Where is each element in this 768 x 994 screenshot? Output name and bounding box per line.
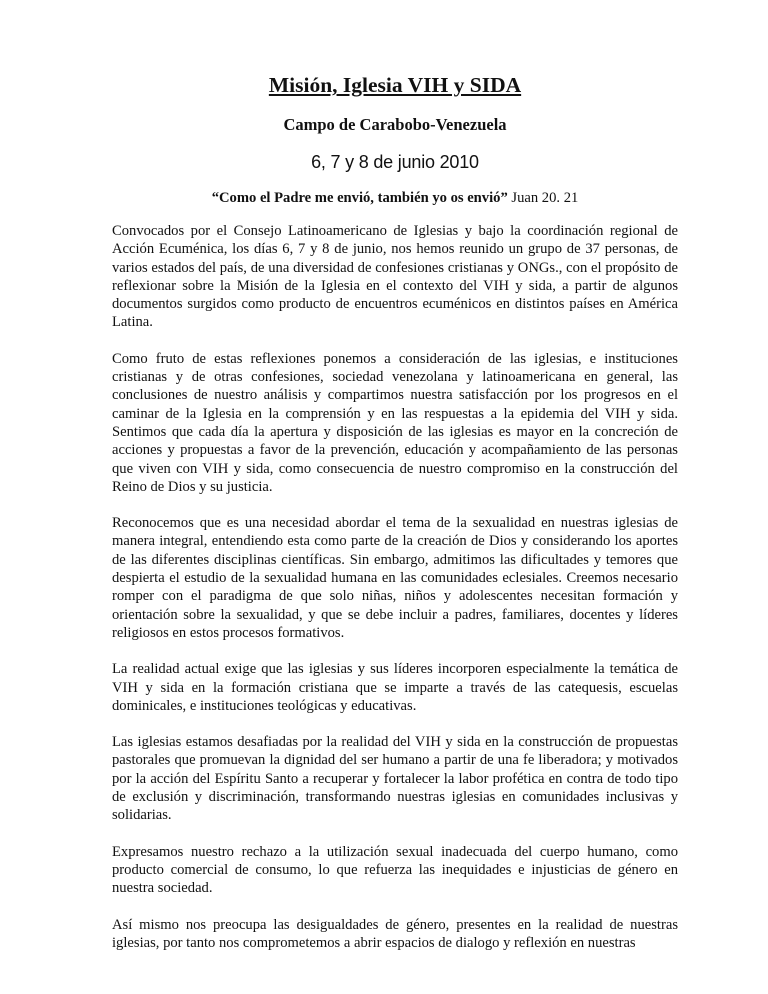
paragraph: Como fruto de estas reflexiones ponemos a consideración de las iglesias, e instituciones cristianas y de otras confesiones, sociedad venezolana y latinoamericana en general, las conclusiones de nuestro análisis y compartimos nuestra satisfacción por los progresos en el caminar de la Iglesia en la comprensión y en las respuestas a la epidemia del VIH y sida. Sentimos que cada día la apertura y disposición de las iglesias es mayor en la concreción de acciones y propuestas a favor de la prevención, educación y acompañamiento de las personas que viven con VIH y sida, como consecuencia de nuestro compromiso en la construcción del Reino de Dios y su justicia. — [112, 350, 678, 495]
paragraph: Convocados por el Consejo Latinoamericano de Iglesias y bajo la coordinación regional de Acción Ecuménica, los días 6, 7 y 8 de junio, nos hemos reunido un grupo de 37 personas, de varios estados del país, de una diversidad de confesiones cristianas y ONGs., con el propósito de reflexionar sobre la Misión de la Iglesia en el contexto del VIH y sida, a partir de algunos documentos surgidos como producto de encuentros ecuménicos en distintos países en América Latina. — [112, 223, 678, 331]
document-page — [112, 72, 678, 952]
epigraph-quote — [112, 189, 678, 207]
paragraph: Expresamos nuestro rechazo a la utilización sexual inadecuada del cuerpo humano, como producto comercial de consumo, lo que refuerza las inequidades e injusticias de género en nuestra sociedad. — [112, 843, 678, 897]
paragraph: Las iglesias estamos desafiadas por la realidad del VIH y sida en la construcción de propuestas pastorales que promuevan la dignidad del ser humano a partir de una fe liberadora; y motivados por la acción del Espíritu Santo a recuperar y fortalecer la labor profética en contra de todo tipo de exclusión y discriminación, transformando nuestras iglesias en comunidades inclusivas y solidarias. — [112, 734, 678, 824]
event-date: 6, 7 y 8 de junio 2010 — [311, 152, 479, 172]
paragraph: Así mismo nos preocupa las desigualdades de género, presentes en la realidad de nuestras iglesias, por tanto nos comprometemos a abrir espacios de dialogo y reflexión en nuestras — [112, 916, 678, 951]
quote-text: “Como el Padre me envió, también yo os envió” — [211, 190, 508, 206]
paragraph: La realidad actual exige que las iglesias y sus líderes incorporen especialmente la temática de VIH y sida en la formación cristiana que se imparte a través de las catequesis, escuelas dominicales, e instituciones teológicas y educativas. — [112, 661, 678, 714]
paragraph: Reconocemos que es una necesidad abordar el tema de la sexualidad en nuestras iglesias de manera integral, entendiendo esta como parte de la creación de Dios y considerando los aportes de las diferentes disciplinas científicas. Sin embargo, admitimos las dificultades y temores que despierta el estudio de la sexualidad humana en las comunidades eclesiales. Creemos necesario romper con el paradigma de que solo niñas, niños y adolescentes necesitan formación y orientación sobre la sexualidad, y que se debe incluir a padres, familiares, docentes y líderes religiosos en estos procesos formativos. — [112, 515, 678, 641]
document-title: Misión, Iglesia VIH y SIDA — [268, 73, 522, 97]
document-subtitle: Campo de Carabobo-Venezuela — [283, 115, 507, 134]
quote-reference: Juan 20. 21 — [507, 190, 579, 206]
